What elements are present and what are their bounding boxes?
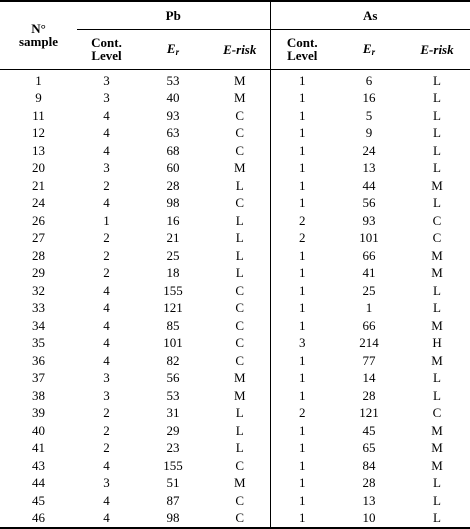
cell-pb-level: 4 [103,352,110,368]
cell-as-er: 28 [362,475,376,491]
cell-as-risk: H [432,335,442,351]
header-pb-cont-level: Cont. Level [77,29,136,69]
table-row [0,299,470,317]
table-row [0,247,470,265]
cell-as-level: 1 [299,160,306,176]
table-row [0,194,470,212]
cell-pb-risk: M [210,474,270,492]
cell-as-level: 1 [299,370,306,386]
cell-pb-er: 121 [163,300,183,316]
cell-as-level: 1 [270,509,334,528]
cell-pb-level: 4 [77,509,136,528]
table-row [0,124,470,142]
cell-pb-er: 31 [166,405,180,421]
cell-as-risk: M [431,422,443,438]
cell-as-level: 1 [299,247,306,263]
table-row [0,69,470,89]
table-row [0,439,470,457]
cell-as-risk: L [433,370,441,386]
cell-pb-er: 25 [166,247,180,263]
cell-sample: 24 [32,195,45,211]
cell-as-er: 5 [365,107,373,123]
cell-as-risk: L [433,282,441,298]
cell-as-er: 121 [359,405,379,421]
cell-sample: 29 [32,265,45,281]
cell-sample: 40 [32,422,45,438]
cell-as-level: 2 [299,212,306,228]
cell-as-risk: M [431,177,443,193]
table-row [0,142,470,160]
header-sample-line1: N° [31,21,46,37]
table-row [0,422,470,440]
cell-pb-er: 82 [166,352,180,368]
cell-as-level: 1 [299,475,306,491]
cell-as-er: 101 [359,230,379,246]
cell-sample: 12 [32,125,45,141]
cell-as-er: 13 [362,492,376,508]
cell-pb-risk: M [210,387,270,405]
table-body [0,69,470,528]
cell-as-risk: L [433,125,441,141]
cell-as-er: 45 [362,422,376,438]
cell-pb-risk: L [210,439,270,457]
table-row [0,212,470,230]
cell-sample: 37 [32,370,45,386]
cell-pb-risk: C [210,194,270,212]
cell-as-risk: L [433,142,441,158]
cell-as-level: 1 [299,300,306,316]
header-pb-erisk: E-risk [210,29,270,69]
cell-pb-risk: C [210,352,270,370]
table-row [0,334,470,352]
cell-sample: 35 [32,335,45,351]
cell-as-er: 93 [362,212,376,228]
cell-pb-er: 51 [166,475,180,491]
cell-pb-risk: C [210,317,270,335]
cell-pb-risk: C [210,124,270,142]
cell-pb-risk: C [210,509,270,528]
cell-pb-level: 4 [103,142,110,158]
cell-pb-er: 68 [166,142,180,158]
cell-as-risk: L [433,475,441,491]
cell-as-level: 1 [299,195,306,211]
cell-as-er: 10 [334,509,404,528]
cell-as-er: 24 [362,142,376,158]
table-row [0,89,470,107]
cell-as-risk: L [433,387,441,403]
cell-sample: 21 [32,177,45,193]
cell-as-risk: L [404,509,470,528]
cell-as-risk: L [433,90,441,106]
cell-as-er: 56 [362,195,376,211]
cell-as-level: 1 [299,387,306,403]
table-row [0,107,470,125]
cell-pb-er: 29 [166,422,180,438]
cell-pb-level: 4 [103,492,110,508]
cell-pb-er: 53 [166,72,180,88]
cell-pb-level: 2 [103,177,110,193]
table-row [0,282,470,300]
cell-pb-risk: L [210,212,270,230]
cell-pb-er: 21 [166,230,180,246]
cell-sample: 36 [32,352,45,368]
cell-pb-er: 93 [166,107,180,123]
table-row [0,264,470,282]
cell-as-level: 1 [299,125,306,141]
header-as-cont-level: Cont. Level [270,29,334,69]
cell-pb-level: 4 [103,282,110,298]
cell-pb-level: 4 [103,335,110,351]
cell-pb-risk: C [210,299,270,317]
cell-pb-level: 2 [103,440,110,456]
cell-as-er: 84 [362,457,376,473]
cell-pb-level: 3 [103,370,110,386]
cell-pb-risk: C [210,492,270,510]
cell-pb-risk: M [210,159,270,177]
cell-as-risk: M [431,352,443,368]
cell-sample: 38 [32,387,45,403]
cell-as-er: 1 [365,300,373,316]
cell-sample: 44 [32,475,45,491]
cell-pb-er: 98 [136,509,210,528]
table-row [0,317,470,335]
cell-as-er: 28 [362,387,376,403]
cell-pb-risk: M [210,89,270,107]
header-sample-line2: sample [19,34,58,50]
table-row [0,404,470,422]
cell-sample: 46 [0,509,77,528]
cell-pb-risk: L [210,247,270,265]
cell-pb-er: 28 [166,177,180,193]
cell-as-risk: M [431,265,443,281]
cell-as-er: 14 [362,370,376,386]
cell-sample: 26 [32,212,45,228]
cell-pb-risk: M [210,369,270,387]
cell-as-level: 1 [299,317,306,333]
cell-pb-risk: L [210,264,270,282]
cell-sample: 27 [32,230,45,246]
cell-pb-level: 4 [103,300,110,316]
cell-sample: 34 [32,317,45,333]
cell-pb-risk: L [210,229,270,247]
cell-as-level: 1 [299,457,306,473]
header-as: As [270,1,470,29]
header-pb: Pb [77,1,270,29]
cell-pb-er: 56 [166,370,180,386]
cell-pb-level: 3 [103,90,110,106]
cell-as-er: 44 [362,177,376,193]
cell-pb-risk: L [210,404,270,422]
cell-as-er: 25 [362,282,376,298]
cell-as-er: 13 [362,160,376,176]
cell-as-level: 3 [299,335,306,351]
cell-sample: 32 [32,282,45,298]
cell-sample: 45 [32,492,45,508]
cell-pb-risk: L [210,177,270,195]
cell-as-risk: L [433,300,441,316]
table-row [0,369,470,387]
cell-as-risk: M [431,440,443,456]
cell-as-risk: C [432,212,442,228]
cell-sample: 13 [32,142,45,158]
cell-pb-risk: C [210,457,270,475]
cell-as-risk: M [431,457,443,473]
cell-as-level: 1 [299,72,306,88]
cell-pb-er: 155 [163,457,183,473]
cell-as-er: 41 [362,265,376,281]
cell-as-er: 66 [362,317,376,333]
cell-as-risk: C [432,230,442,246]
cell-as-risk: M [431,317,443,333]
cell-as-level: 1 [299,352,306,368]
cell-as-level: 1 [299,282,306,298]
cell-pb-level: 2 [103,247,110,263]
cell-sample: 33 [32,300,45,316]
table-row [0,352,470,370]
cell-pb-er: 18 [166,265,180,281]
cell-as-level: 1 [299,107,306,123]
cell-as-level: 2 [299,405,306,421]
table-row [0,474,470,492]
cell-sample: 11 [32,107,45,123]
cell-sample: 20 [32,160,45,176]
header-pb-er: $E_r$ [136,29,210,69]
cell-pb-er: 60 [166,160,180,176]
cell-sample: 43 [32,457,45,473]
table-row [0,229,470,247]
cell-pb-level: 4 [103,457,110,473]
cell-sample: 41 [32,440,45,456]
cell-pb-er: 85 [166,317,180,333]
cell-pb-risk: M [210,69,270,89]
cell-pb-level: 4 [103,125,110,141]
cell-pb-level: 2 [103,265,110,281]
cell-pb-level: 2 [103,230,110,246]
cell-sample: 28 [32,247,45,263]
cell-pb-level: 4 [103,107,110,123]
cell-as-risk: L [433,492,441,508]
cell-as-risk: L [433,107,441,123]
cell-as-er: 9 [365,125,373,141]
cell-as-level: 1 [299,142,306,158]
cell-pb-er: 155 [163,282,183,298]
cell-pb-risk: C [210,142,270,160]
table-header [0,1,470,69]
cell-as-risk: C [432,405,442,421]
cell-pb-level: 1 [103,212,110,228]
cell-pb-level: 3 [103,72,110,88]
header-as-erisk: E-risk [404,29,470,69]
cell-as-level: 2 [299,230,306,246]
cell-as-risk: L [433,195,441,211]
cell-sample: 9 [35,90,42,106]
cell-pb-level: 2 [103,422,110,438]
cell-pb-er: 87 [166,492,180,508]
header-sample [0,1,77,69]
cell-pb-level: 3 [103,160,110,176]
table-row [0,387,470,405]
cell-as-level: 1 [299,440,306,456]
cell-pb-er: 23 [166,440,180,456]
cell-pb-risk: C [210,107,270,125]
cell-as-risk: L [433,160,441,176]
cell-pb-er: 16 [166,212,180,228]
table-row [0,492,470,510]
cell-pb-er: 63 [166,125,180,141]
table-row [0,159,470,177]
cell-as-level: 1 [299,177,306,193]
cell-pb-er: 40 [166,90,180,106]
cell-pb-risk: C [210,282,270,300]
cell-pb-level: 2 [103,405,110,421]
cell-as-level: 1 [299,422,306,438]
cell-as-risk: M [431,247,443,263]
header-as-er: $E_r$ [334,29,404,69]
cell-as-er: 66 [362,247,376,263]
cell-pb-er: 53 [166,387,180,403]
cell-pb-risk: C [210,334,270,352]
cell-pb-er: 101 [163,335,183,351]
cell-as-er: 214 [359,335,379,351]
cell-as-risk: L [433,72,441,88]
cell-as-level: 1 [299,492,306,508]
cell-as-er: 65 [362,440,376,456]
cell-pb-level: 4 [103,195,110,211]
cell-pb-level: 3 [103,387,110,403]
cell-as-er: 77 [362,352,376,368]
cell-pb-risk: L [210,422,270,440]
cell-as-level: 1 [299,90,306,106]
cell-as-level: 1 [299,265,306,281]
cell-pb-level: 3 [103,475,110,491]
table-row [0,177,470,195]
cell-as-er: 16 [362,90,376,106]
cell-sample: 39 [32,405,45,421]
cell-pb-level: 4 [103,317,110,333]
table-row [0,457,470,475]
cell-sample: 1 [35,72,42,88]
cell-as-er: 6 [365,72,373,88]
cell-pb-er: 98 [166,195,180,211]
